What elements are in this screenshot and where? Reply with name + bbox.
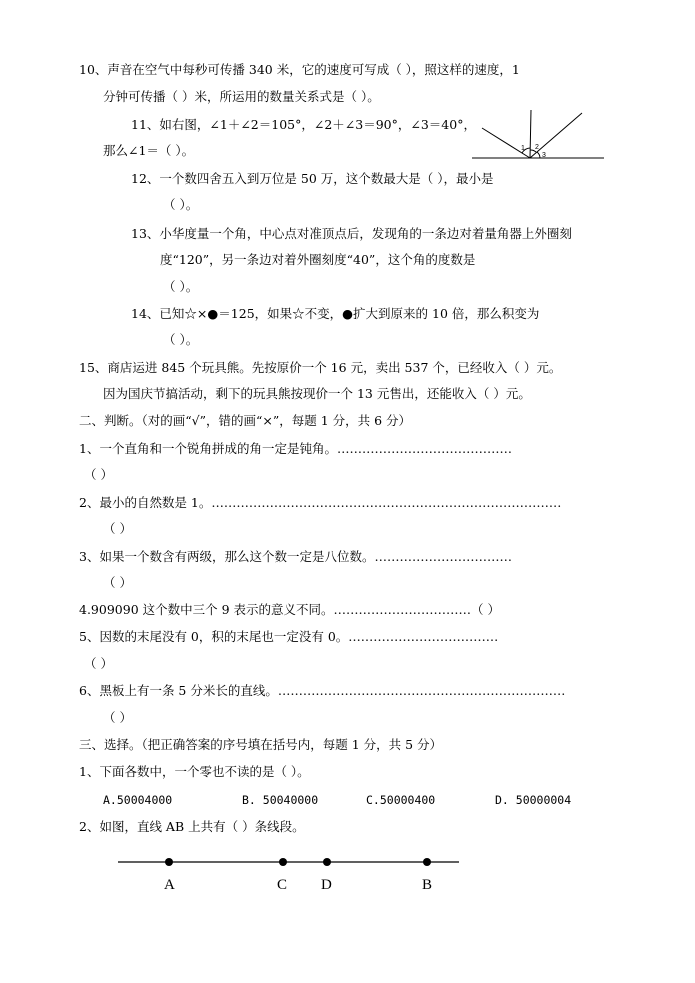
point-label-d: D	[321, 877, 332, 893]
angle-label-3: 3	[542, 152, 546, 159]
judge-item-1: 1、一个直角和一个锐角拼成的角一定是钝角。……………………………………	[79, 441, 512, 456]
q14-line1: 14、已知☆×●＝125，如果☆不变，●扩大到原来的 10 倍，那么积变为	[131, 306, 540, 321]
angle-arc-1	[522, 148, 530, 153]
choice-q2: 2、如图，直线 AB 上共有（ ）条线段。	[79, 819, 305, 834]
choice-q1-option-b[interactable]: B. 50040000	[242, 793, 319, 807]
judge-answer-1[interactable]: （ ）	[84, 467, 113, 482]
angle-ray-right	[530, 113, 582, 158]
point-label-c: C	[277, 877, 288, 893]
judge-item-6: 6、黑板上有一条 5 分米长的直线。……………………………………………………………	[79, 683, 566, 698]
q14-line2: （ ）。	[163, 332, 199, 347]
q11-line2: 那么∠1＝（ ）。	[103, 143, 195, 158]
judge-item-5: 5、因数的末尾没有 0，积的末尾也一定没有 0。………………………………	[79, 629, 499, 644]
judge-answer-3[interactable]: （ ）	[103, 575, 132, 590]
choice-q1-option-d[interactable]: D. 50000004	[495, 793, 572, 807]
q10-line2: 分钟可传播（ ）米，所运用的数量关系式是（ ）。	[103, 89, 380, 104]
point-label-a: A	[164, 877, 175, 893]
choice-q1-option-c[interactable]: C.50000400	[366, 793, 436, 807]
angle-arc-2	[530, 150, 536, 152]
judge-heading: 二、判断。（对的画“√”，错的画“×”，每题 1 分，共 6 分）	[79, 413, 412, 428]
angle-label-2: 2	[535, 144, 539, 151]
q12-line1: 12、一个数四舍五入到万位是 50 万，这个数最大是（ ），最小是	[131, 171, 494, 186]
q12-line2: （ ）。	[163, 197, 199, 212]
point-a	[165, 858, 173, 866]
angle-arc-3	[537, 152, 540, 158]
angle-ray-vertical	[530, 110, 531, 158]
q13-line3: （ ）。	[163, 279, 199, 294]
judge-answer-6[interactable]: （ ）	[103, 710, 132, 725]
q11-line1: 11、如右图，∠1＋∠2＝105°，∠2＋∠3＝90°，∠3＝40°，	[131, 117, 476, 132]
q10-line1: 10、声音在空气中每秒可传播 340 米，它的速度可写成（ ），照这样的速度，1	[79, 62, 520, 77]
judge-answer-2[interactable]: （ ）	[103, 521, 132, 536]
choice-q1: 1、下面各数中，一个零也不读的是（ ）。	[79, 764, 310, 779]
choice-heading: 三、选择。（把正确答案的序号填在括号内，每题 1 分，共 5 分）	[79, 737, 443, 752]
point-b	[423, 858, 431, 866]
point-d	[323, 858, 331, 866]
judge-item-3: 3、如果一个数含有两级，那么这个数一定是八位数。……………………………	[79, 549, 512, 564]
point-c	[279, 858, 287, 866]
judge-answer-5[interactable]: （ ）	[84, 656, 113, 671]
q13-line1: 13、小华度量一个角，中心点对准顶点后，发现角的一条边对着量角器上外圈刻	[131, 226, 572, 241]
q15-line1: 15、商店运进 845 个玩具熊。先按原价一个 16 元，卖出 537 个，已经收入（ ）元。	[79, 360, 562, 375]
choice-q1-option-a[interactable]: A.50004000	[103, 793, 173, 807]
judge-item-4: 4.909090 这个数中三个 9 表示的意义不同。……………………………（ ）	[79, 602, 500, 617]
angle-ray-left	[482, 128, 530, 158]
point-label-b: B	[422, 877, 433, 893]
q13-line2: 度“120”，另一条边对着外圈刻度“40”，这个角的度数是	[160, 252, 476, 267]
angle-label-1: 1	[521, 145, 525, 152]
judge-item-2: 2、最小的自然数是 1。…………………………………………………………………………	[79, 495, 562, 510]
q15-line2: 因为国庆节搞活动，剩下的玩具熊按现价一个 13 元售出，还能收入（ ）元。	[103, 386, 531, 401]
